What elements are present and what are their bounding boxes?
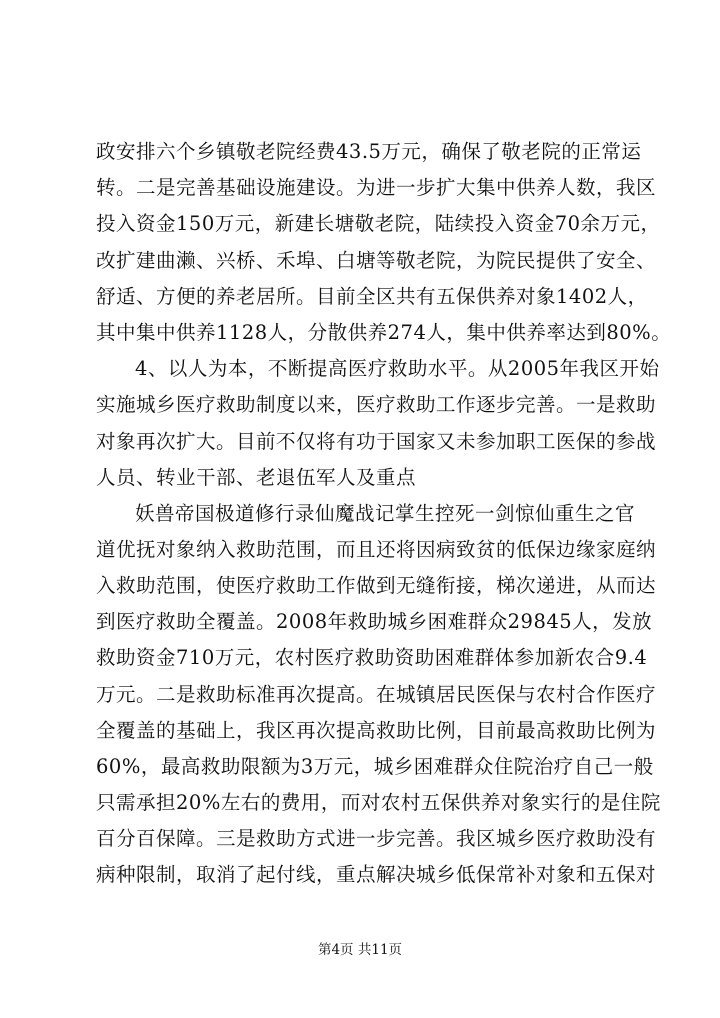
text-line: 政安排六个乡镇敬老院经费43.5万元，确保了敬老院的正常运 xyxy=(96,140,642,163)
text-line: 其中集中供养1128人，分散供养274人，集中供养率达到80%。 xyxy=(96,321,672,344)
text-line: 救助资金710万元，农村医疗救助资助困难群体参加新农合9.4 xyxy=(96,646,648,669)
text-line: 道优抚对象纳入救助范围，而且还将因病致贫的低保边缘家庭纳 xyxy=(96,538,657,561)
text-line: 改扩建曲濑、兴桥、禾埠、白塘等敬老院，为院民提供了安全、 xyxy=(96,249,657,272)
text-line: 只需承担20%左右的费用，而对农村五保供养对象实行的是住院 xyxy=(96,791,661,814)
text-line: 60%，最高救助限额为3万元，城乡困难群众住院治疗自己一般 xyxy=(96,755,654,778)
text-line: 人员、转业干部、老退伍军人及重点 xyxy=(96,466,417,489)
text-line: 投入资金150万元，新建长塘敬老院，陆续投入资金70余万元， xyxy=(96,212,661,235)
text-line: 妖兽帝国极道修行录仙魔战记掌生控死一剑惊仙重生之官 xyxy=(135,502,636,525)
section-heading-line: 4、以人为本，不断提高医疗救助水平。从2005年我区开始 xyxy=(135,357,660,380)
text-line: 百分百保障。三是救助方式进一步完善。我区城乡医疗救助没有 xyxy=(96,827,657,850)
text-line: 病种限制，取消了起付线，重点解决城乡低保常补对象和五保对 xyxy=(96,863,657,886)
page-number-footer: 第4页 共11页 xyxy=(317,942,403,958)
text-line: 入救助范围，使医疗救助工作做到无缝衔接，梯次递进，从而达 xyxy=(96,574,657,597)
text-line: 转。二是完善基础设施建设。为进一步扩大集中供养人数，我区 xyxy=(96,176,657,199)
text-line: 对象再次扩大。目前不仅将有功于国家又未参加职工医保的参战 xyxy=(96,430,657,453)
text-line: 舒适、方便的养老居所。目前全区共有五保供养对象1402人， xyxy=(96,285,648,308)
text-line: 实施城乡医疗救助制度以来，医疗救助工作逐步完善。一是救助 xyxy=(96,393,657,416)
text-line: 万元。二是救助标准再次提高。在城镇居民医保与农村合作医疗 xyxy=(96,683,657,706)
text-line: 到医疗救助全覆盖。2008年救助城乡困难群众29845人，发放 xyxy=(96,610,653,633)
text-line: 全覆盖的基础上，我区再次提高救助比例，目前最高救助比例为 xyxy=(96,719,657,742)
